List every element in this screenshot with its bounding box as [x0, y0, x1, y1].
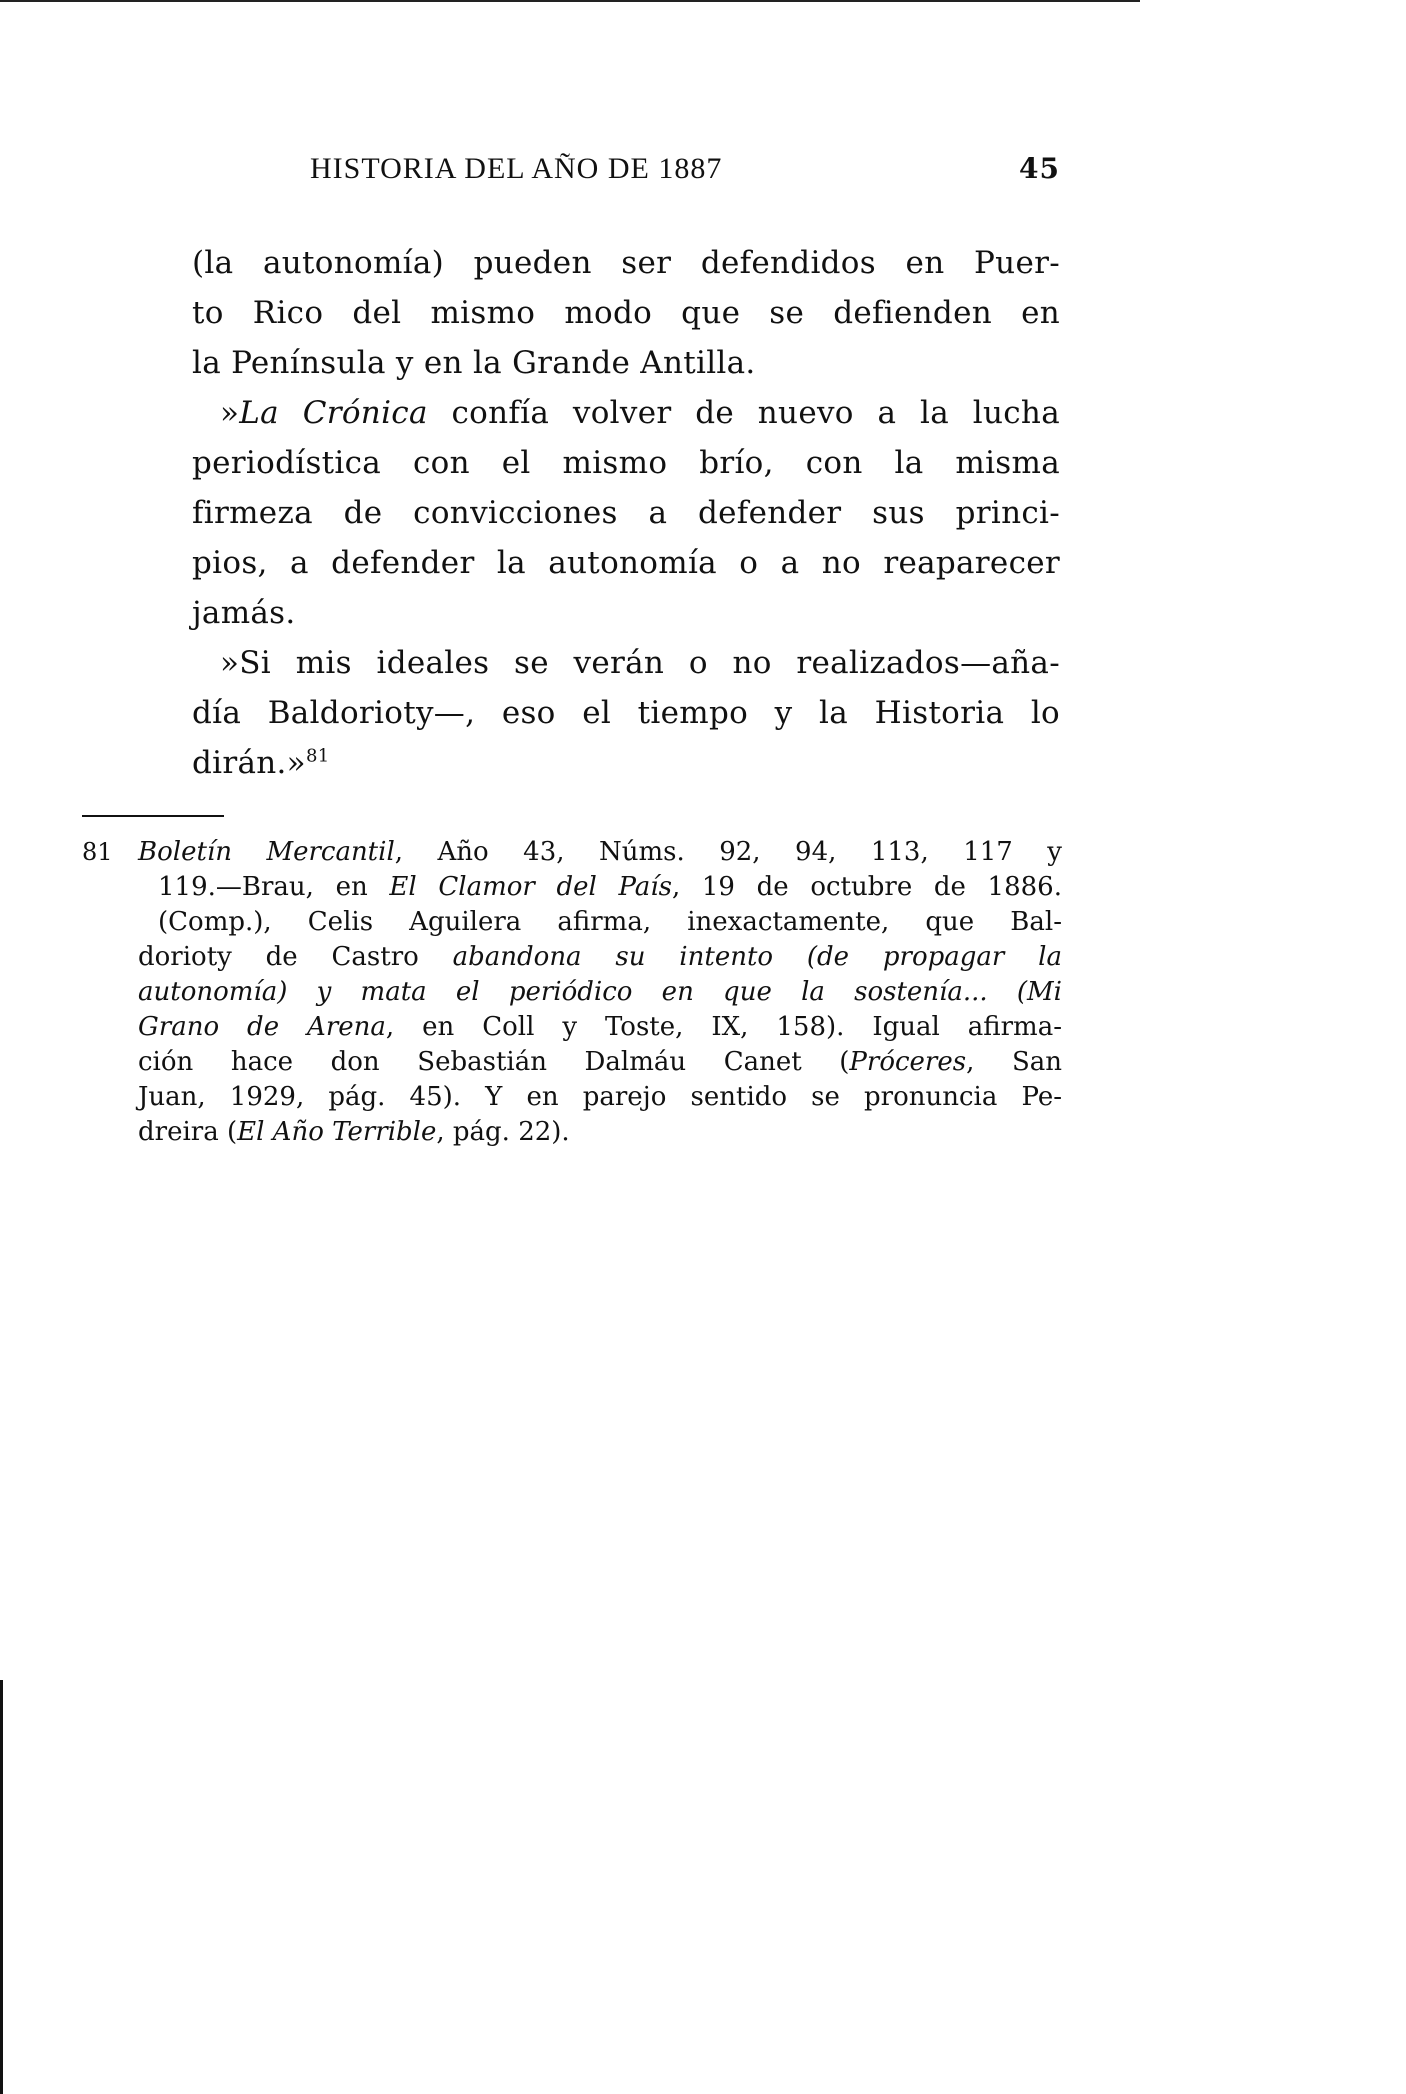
quote-mark: »	[220, 395, 240, 431]
footnote-line: dreira (El Año Terrible, pág. 22).	[138, 1117, 570, 1147]
body-text	[192, 238, 1060, 788]
body-line	[192, 388, 1060, 438]
footnote-quote: abandona su intento (de propagar la	[452, 942, 1062, 972]
body-line: to Rico del mismo modo que se defienden en	[192, 295, 1060, 331]
body-line	[192, 738, 1060, 788]
body-line-rest: confía volver de nuevo a la lucha	[427, 395, 1060, 431]
body-line-text: dirán.»	[192, 745, 306, 781]
footnote-separator	[82, 815, 224, 817]
body-line: periodística con el mismo brío, con la misma	[192, 445, 1060, 481]
running-head-title: HISTORIA DEL AÑO DE 1887	[310, 152, 723, 185]
body-line: pios, a defender la autonomía o a no reaparecer	[192, 545, 1060, 581]
footnote-line: Boletín Mercantil, Año 43, Núms. 92, 94, 113, 117 y	[138, 837, 1062, 867]
footnote-citation-title: Grano de Arena	[138, 1012, 386, 1042]
footnote-line: Grano de Arena, en Coll y Toste, IX, 158). Igual afirma-	[138, 1012, 1062, 1042]
footnote-line: ción hace don Sebastián Dalmáu Canet (Próceres, San	[138, 1047, 1062, 1077]
footnote-citation-title: Boletín Mercantil	[138, 837, 395, 867]
body-line: la Península y en la Grande Antilla.	[192, 345, 756, 381]
page-top-edge	[0, 0, 1140, 2]
footnote	[82, 835, 1062, 1150]
footnote-line: Juan, 1929, pág. 45). Y en parejo sentido se pronuncia Pe-	[138, 1082, 1062, 1112]
footnote-citation-title: El Clamor del País	[389, 872, 672, 902]
footnote-line	[138, 975, 1062, 1010]
running-head	[310, 152, 1060, 186]
footnote-citation-title: Próceres	[849, 1047, 967, 1077]
footnote-reference: 81	[305, 745, 330, 767]
page-left-edge	[0, 1680, 3, 2094]
body-line: »Si mis ideales se verán o no realizados—aña-	[220, 645, 1060, 681]
footnote-line: 119.—Brau, en El Clamor del País, 19 de octubre de 1886.	[158, 872, 1062, 902]
footnote-quote: autonomía) y mata el periódico en que la sostenía... (Mi	[138, 977, 1062, 1007]
footnote-line: (Comp.), Celis Aguilera afirma, inexactamente, que Bal-	[158, 907, 1062, 937]
page-number: 45	[1019, 152, 1060, 185]
footnote-citation-title: El Año Terrible	[237, 1117, 437, 1147]
body-line: firmeza de convicciones a defender sus princi-	[192, 495, 1060, 531]
body-line: (la autonomía) pueden ser defendidos en Puer-	[192, 245, 1060, 281]
newspaper-title: La Crónica	[239, 395, 428, 431]
footnote-number: 81	[82, 838, 113, 866]
body-line: día Baldorioty—, eso el tiempo y la Historia lo	[192, 695, 1060, 731]
body-line: jamás.	[192, 595, 296, 631]
footnote-line: dorioty de Castro abandona su intento (de propagar la	[138, 942, 1062, 972]
